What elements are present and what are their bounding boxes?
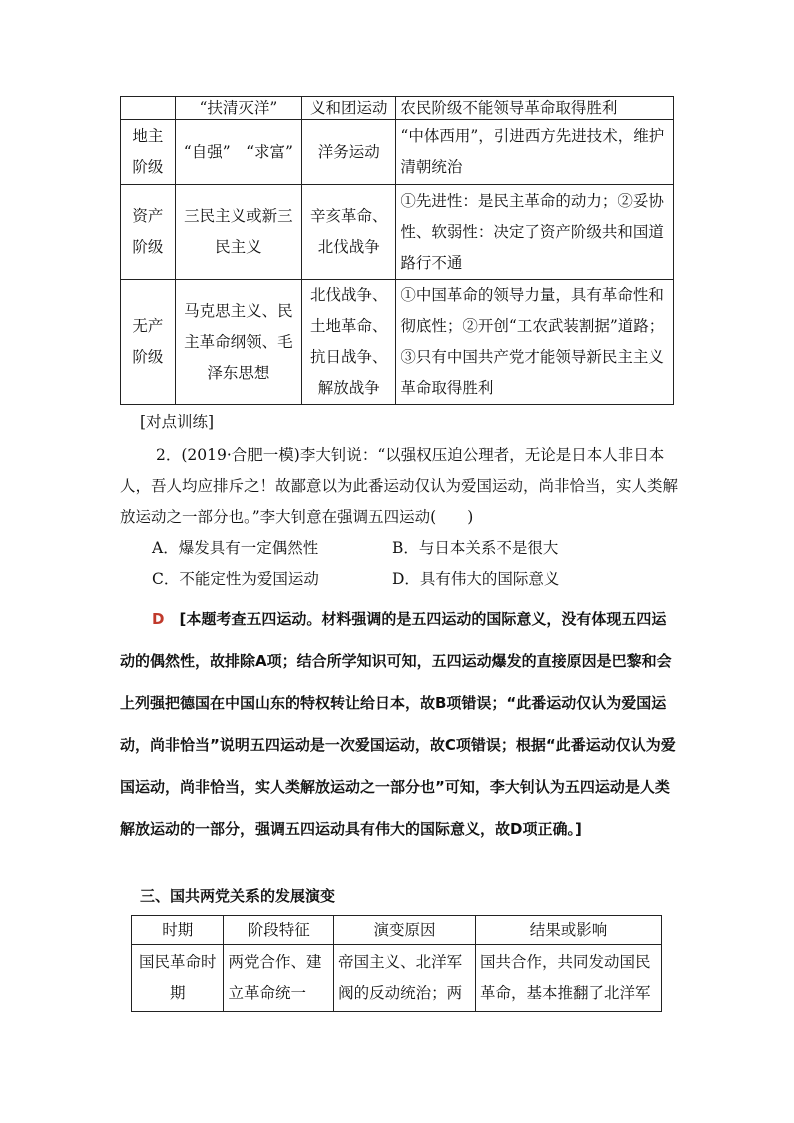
table-cell: 义和团运动 [302,97,396,120]
table-cell: “扶清灭洋” [175,97,301,120]
table-cell: ①先进性：是民主革命的动力；②妥协性、软弱性：决定了资产阶级共和国道路行不通 [396,185,674,280]
table-cell: 三民主义或新三民主义 [175,185,301,280]
table-cell: “中体西用”，引进西方先进技术，维护清朝统治 [396,120,674,185]
table-cell: 国民革命时期 [132,945,224,1012]
table-cell: 马克思主义、民主革命纲领、毛泽东思想 [175,280,301,405]
table-cell: “自强” “求富” [175,120,301,185]
option-d: D．具有伟大的国际意义 [392,570,560,588]
table-cell: ①中国革命的领导力量，具有革命性和彻底性；②开创“工农武装割据”道路；③只有中国共产党才能领导新民主主义革命取得胜利 [396,280,674,405]
question-stem: 2．(2019·合肥一模)李大钊说：“以强权压迫公理者，无论是日本人非日本人，吾人均应排斥之！故鄙意以为此番运动仅认为爱国运动，尚非恰当，实人类解放运动之一部分也。”李大钊意在强调五四运动( ) [120,446,679,526]
question-stem-block [120,440,680,533]
table-cell: 帝国主义、北洋军阀的反动统治；两 [334,945,476,1012]
option-b: B．与日本关系不是很大 [392,539,559,557]
table-cell: 农民阶级不能领导革命取得胜利 [396,97,674,120]
option-c: C．不能定性为爱国运动 [152,570,319,588]
answer-explanation [120,598,676,850]
table-cell [121,97,176,120]
table-row [121,120,674,185]
option-a: A．爆发具有一定偶然性 [152,539,319,557]
table-header: 阶段特征 [224,916,334,945]
table-row [121,185,674,280]
table-header: 时期 [132,916,224,945]
table-header: 演变原因 [334,916,476,945]
section-heading: 三、国共两党关系的发展演变 [140,887,336,905]
table-cell: 北伐战争、土地革命、抗日战争、解放战争 [302,280,396,405]
answer-text: [本题考查五四运动。材料强调的是五四运动的国际意义，没有体现五四运动的偶然性，故排除A项；结合所学知识可知，五四运动爆发的直接原因是巴黎和会上列强把德国在中国山东的特权转让给日本，故B项错误；“此番运动仅认为爱国运动，尚非恰当”说明五四运动是一次爱国运动，故C项错误；根据“此番运动仅认为爱国运动，尚非恰当，实人类解放运动之一部分也”可知，李大钊认为五四运动是人类解放运动的一部分，强调五四运动具有伟大的国际意义，故D项正确。] [120,610,676,838]
class-comparison-table [120,96,674,405]
table-cell: 无产阶级 [121,280,176,405]
table-cell: 国共合作，共同发动国民革命，基本推翻了北洋军 [476,945,662,1012]
table-header-row [132,916,662,945]
table-cell: 洋务运动 [302,120,396,185]
table-header: 结果或影响 [476,916,662,945]
kmt-ccp-relations-table [131,915,662,1012]
table-cell: 两党合作、建立革命统一 [224,945,334,1012]
training-label: [对点训练] [140,413,215,431]
table-row [121,280,674,405]
table-row [132,945,662,1012]
table-cell: 辛亥革命、北伐战争 [302,185,396,280]
table-cell: 资产阶级 [121,185,176,280]
answer-letter: D [152,610,165,628]
question-options [152,533,672,595]
table-row [121,97,674,120]
table-cell: 地主阶级 [121,120,176,185]
